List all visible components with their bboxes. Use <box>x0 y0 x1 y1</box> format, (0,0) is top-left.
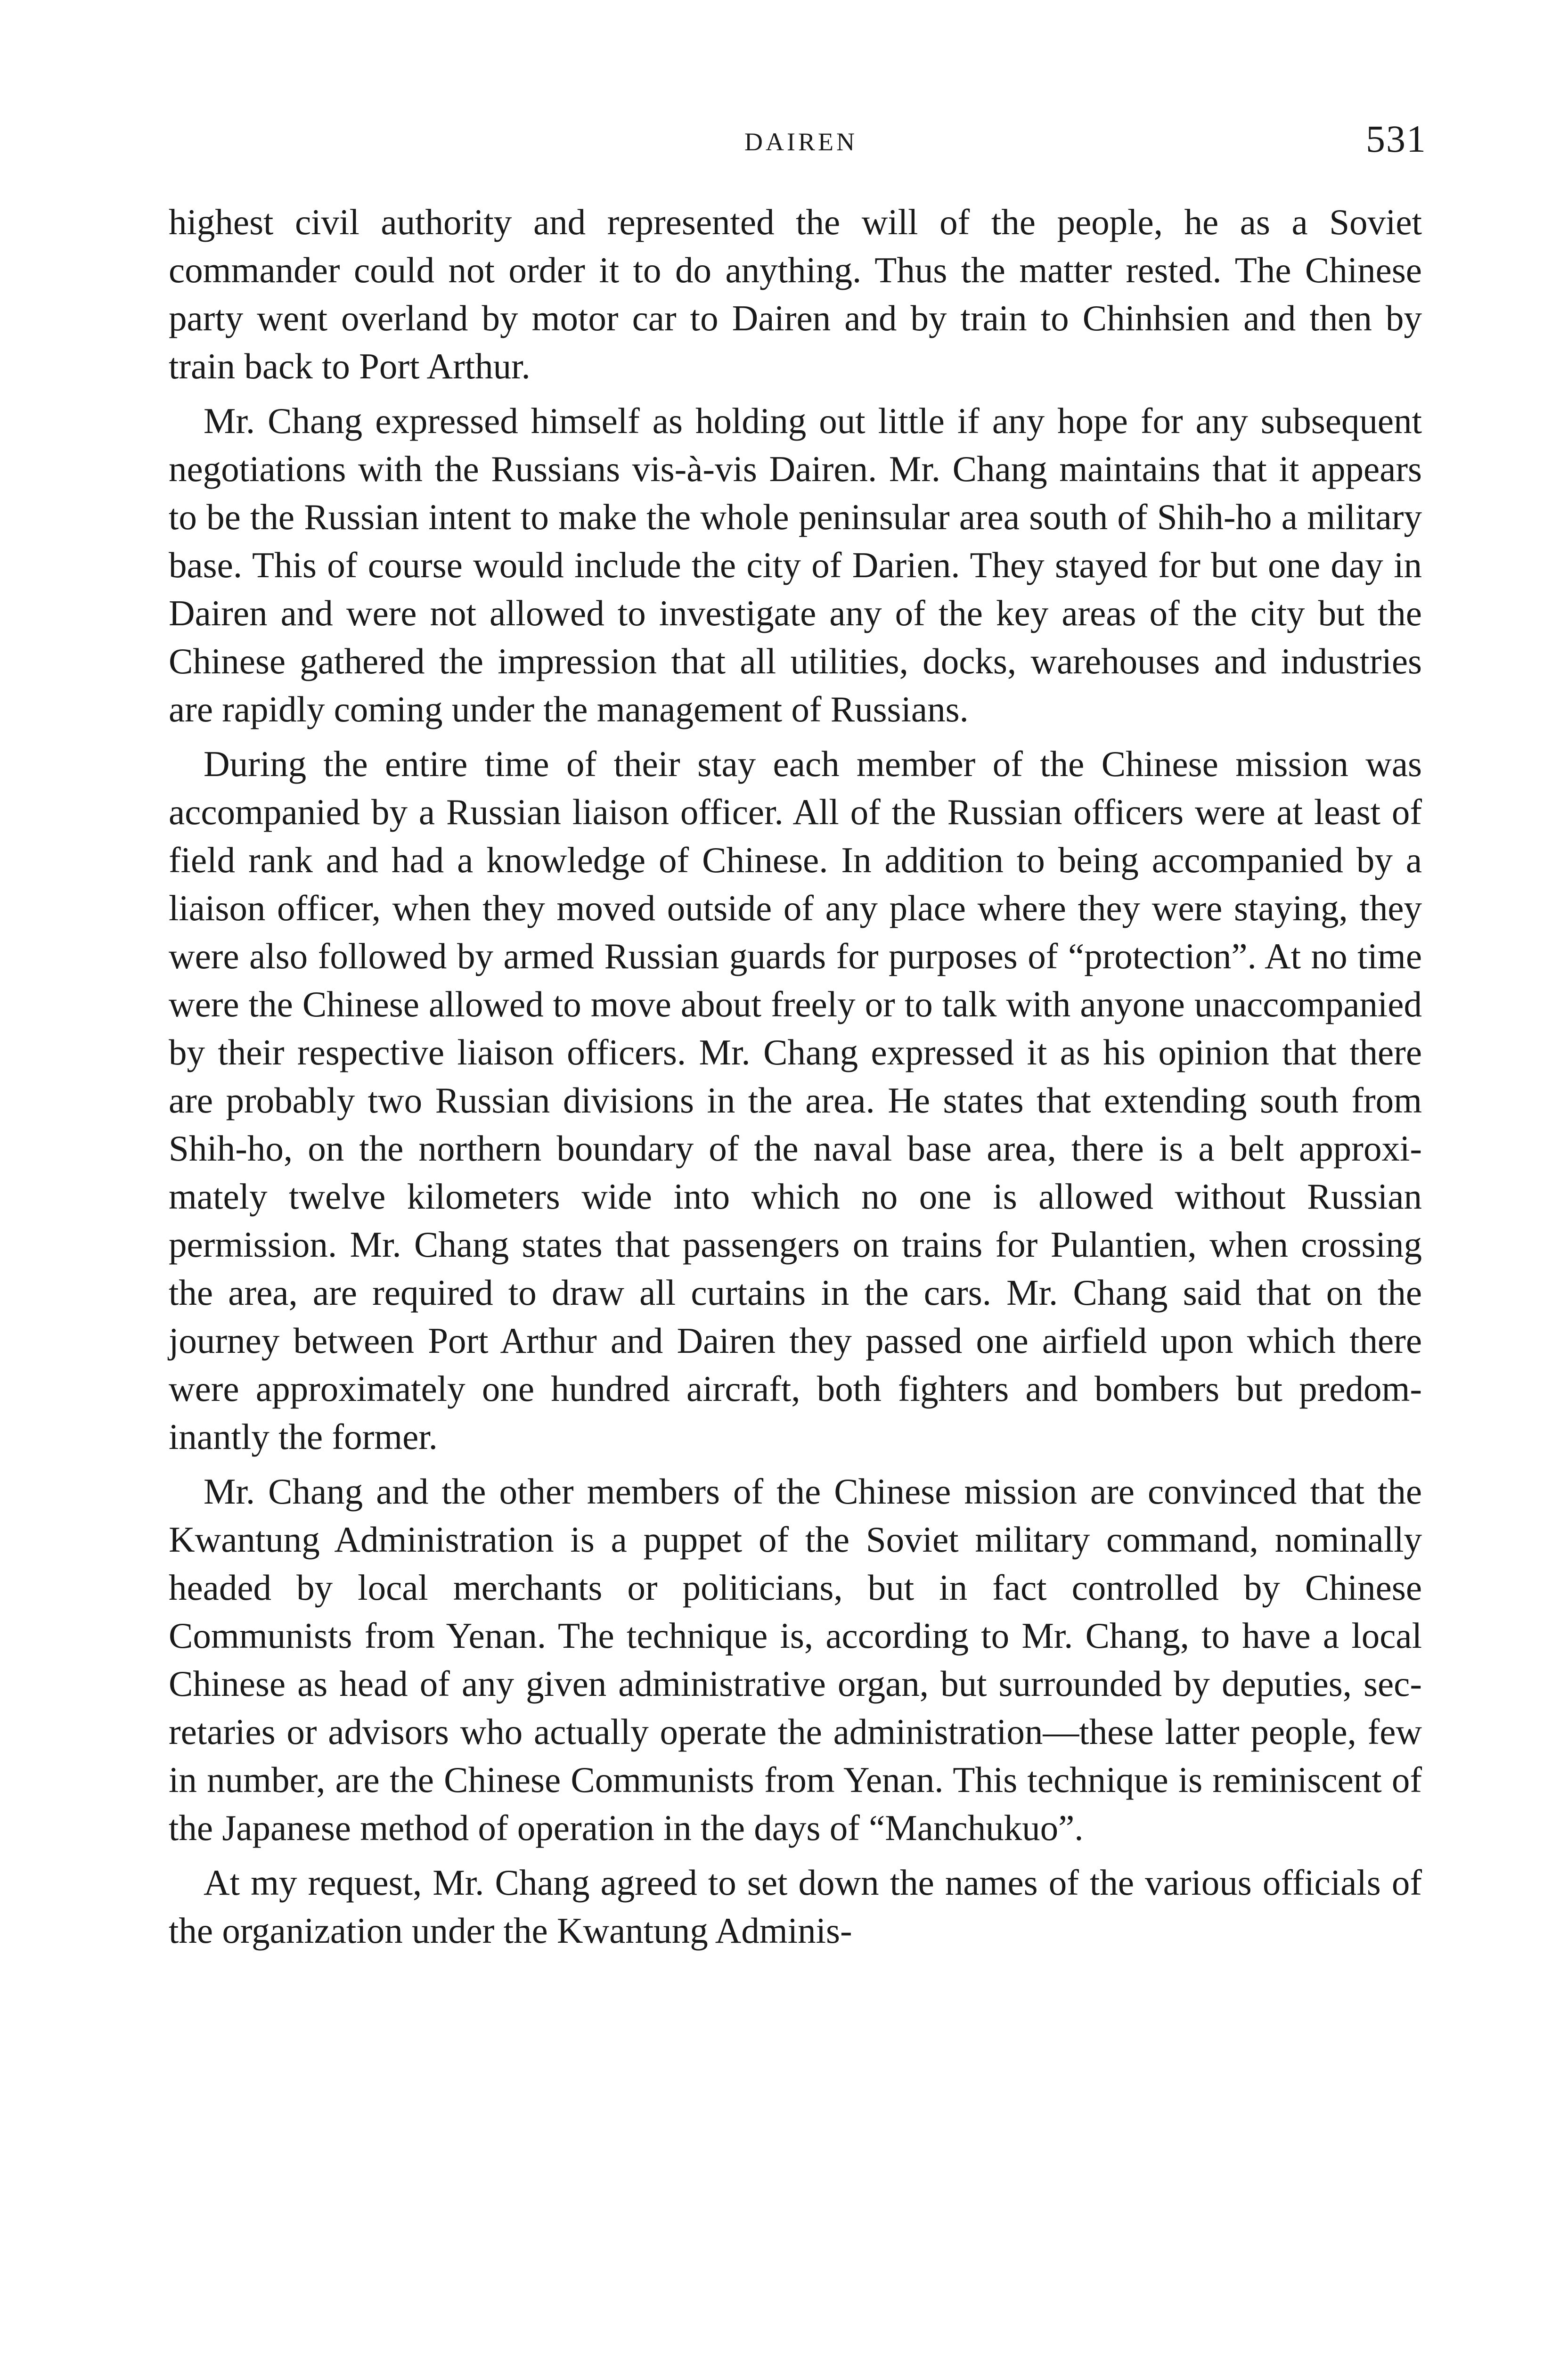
running-header <box>175 117 1427 173</box>
paragraph-chang-outlook: Mr. Chang expressed himself as holding out little if any hope for any subsequent negotiations with the Russians vis-à-vis Dairen. Mr. Chang maintains that it appears to be the Russian intent to make the whole peninsular area south of Shih-ho a military base. This of course would include the city of Darien. They stayed for but one day in Dairen and were not allowed to investigate any of the key areas of the city but the Chinese gathered the impression that all utilities, docks, warehouses and industries are rapidly coming under the management of Russians. <box>169 401 1422 729</box>
paragraph-officials-request: At my request, Mr. Chang agreed to set down the names of the various officials of the organization under the Kwantung Adminis- <box>169 1862 1422 1951</box>
paragraph-kwantung-administration: Mr. Chang and the other members of the Chinese mission are convinced that the Kwantung Administration is a puppet of the Soviet military command, nominally headed by local merchants or politicians, but in fact controlled by Chinese Communists from Yenan. The technique is, according to Mr. Chang, to have a local Chinese as head of any given administrative organ, but surrounded by deputies, secretaries or advisors who actually operate the administration—these latter people, few in number, are the Chinese Communists from Yenan. This technique is reminiscent of the Japanese method of operation in the days of “Manchukuo”. <box>169 1471 1422 1848</box>
paragraph-liaison-officers: During the entire time of their stay each member of the Chinese mission was accompanied by a Russian liaison officer. All of the Russian officers were at least of field rank and had a knowledge of Chinese. In addition to being accompanied by a liaison officer, when they moved outside of any place where they were staying, they were also followed by armed Russian guards for purposes of “protection”. At no time were the Chinese allowed to move about freely or to talk with anyone unaccompanied by their respective liaison officers. Mr. Chang expressed it as his opinion that there are probably two Russian divisions in the area. He states that extending south from Shih-ho, on the northern boundary of the naval base area, there is a belt approximately twelve kilometers wide into which no one is allowed without Russian permission. Mr. Chang states that passengers on trains for Pulantien, when crossing the area, are required to draw all curtains in the cars. Mr. Chang said that on the journey between Port Arthur and Dairen they passed one airfield upon which there were approximately one hundred aircraft, both fighters and bombers but predominantly the former. <box>169 744 1422 1457</box>
page-number: 531 <box>1366 117 1427 160</box>
running-title: DAIREN <box>744 128 858 156</box>
paragraph-continued: highest civil authority and represented the will of the people, he as a Soviet commander could not order it to do anything. Thus the matter rested. The Chinese party went overland by motor car to Dairen and by train to Chinhsien and then by train back to Port Arthur. <box>169 202 1422 386</box>
body-text <box>169 198 1422 1961</box>
